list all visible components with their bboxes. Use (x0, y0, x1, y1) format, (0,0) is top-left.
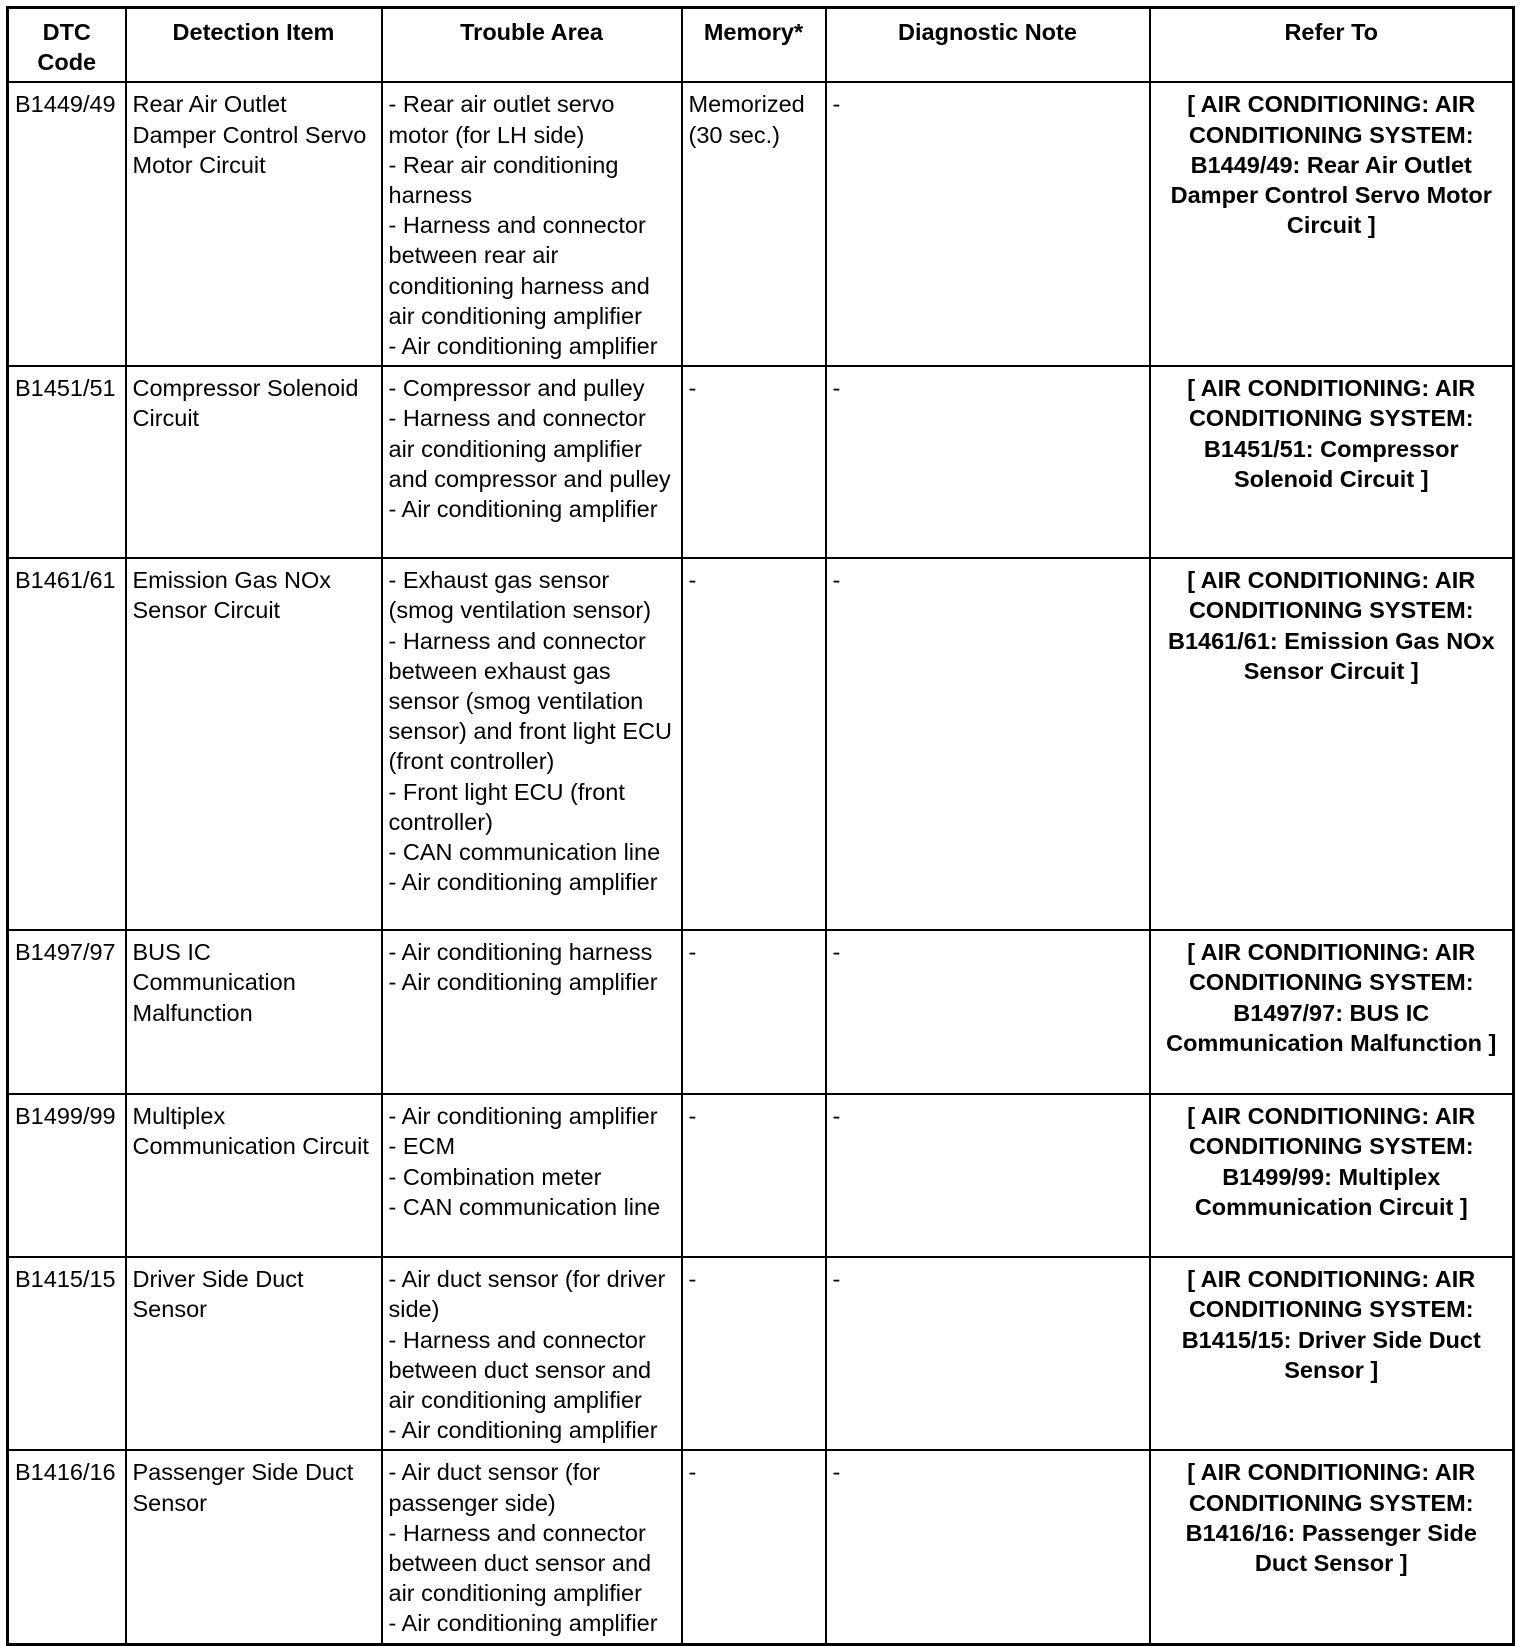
refer-to-cell: [ AIR CONDITIONING: AIR CONDITIONING SYSTEM: B1461/61: Emission Gas NOx Sensor Circuit ] (1150, 558, 1514, 930)
trouble-area-line: - Air conditioning amplifier (388, 1103, 658, 1130)
table-row (8, 366, 1514, 558)
trouble-area-line: - Exhaust gas sensor (smog ventilation sensor) (388, 567, 652, 624)
trouble-area-line: - Rear air outlet servo motor (for LH side) (388, 91, 615, 148)
detection-item-cell: Driver Side Duct Sensor (126, 1257, 382, 1450)
table-row (8, 82, 1514, 366)
dtc-table (6, 6, 1515, 1646)
trouble-area-cell (382, 82, 682, 366)
trouble-area-line: - Air conditioning amplifier (388, 1610, 658, 1637)
trouble-area-line: - Rear air conditioning harness (388, 151, 619, 209)
table-row (8, 930, 1514, 1094)
header-refer-to: Refer To (1150, 8, 1514, 83)
trouble-area-line: - Air duct sensor (for passenger side) (388, 1459, 601, 1516)
trouble-area-cell (382, 558, 682, 930)
trouble-area-line: - Harness and connector between exhaust gas sensor (smog ventilation sensor) and front light ECU (front controller) (388, 627, 672, 775)
trouble-area-cell (382, 1450, 682, 1644)
trouble-area-line: - Harness and connector between duct sensor and air conditioning amplifier (388, 1326, 652, 1414)
table-row (8, 1450, 1514, 1644)
detection-item-cell: Passenger Side Duct Sensor (126, 1450, 382, 1644)
trouble-area-cell (382, 1257, 682, 1450)
memory-cell: - (682, 930, 826, 1094)
dtc-code-cell: B1449/49 (8, 82, 126, 366)
detection-item-cell: Rear Air Outlet Damper Control Servo Motor Circuit (126, 82, 382, 366)
trouble-area-line: - CAN communication line (388, 1193, 661, 1220)
detection-item-cell: Multiplex Communication Circuit (126, 1094, 382, 1257)
trouble-area-line: - Front light ECU (front controller) (388, 778, 625, 835)
table-row (8, 1257, 1514, 1450)
refer-to-cell: [ AIR CONDITIONING: AIR CONDITIONING SYSTEM: B1499/99: Multiplex Communication Circuit ] (1150, 1094, 1514, 1257)
trouble-area-line: - CAN communication line (388, 839, 661, 866)
table-row (8, 558, 1514, 930)
diagnostic-note-cell: - (826, 930, 1150, 1094)
detection-item-cell: Emission Gas NOx Sensor Circuit (126, 558, 382, 930)
header-trouble-area: Trouble Area (382, 8, 682, 83)
trouble-area-line: - Air conditioning amplifier (388, 869, 658, 896)
diagnostic-note-cell: - (826, 1094, 1150, 1257)
memory-cell: - (682, 1450, 826, 1644)
trouble-area-cell (382, 930, 682, 1094)
diagnostic-note-cell: - (826, 558, 1150, 930)
detection-item-cell: BUS IC Communication Malfunction (126, 930, 382, 1094)
diagnostic-note-cell: - (826, 1450, 1150, 1644)
memory-cell: - (682, 558, 826, 930)
dtc-code-cell: B1416/16 (8, 1450, 126, 1644)
trouble-area-line: - Harness and connector between rear air conditioning harness and air conditioning amplifier (388, 212, 650, 329)
trouble-area-cell (382, 1094, 682, 1257)
refer-to-cell: [ AIR CONDITIONING: AIR CONDITIONING SYSTEM: B1497/97: BUS IC Communication Malfunction ] (1150, 930, 1514, 1094)
table-row (8, 1094, 1514, 1257)
dtc-code-cell: B1451/51 (8, 366, 126, 558)
memory-cell: - (682, 366, 826, 558)
trouble-area-line: - Combination meter (388, 1163, 602, 1190)
trouble-area-line: - Harness and connector between duct sensor and air conditioning amplifier (388, 1519, 652, 1607)
memory-cell: Memorized (30 sec.) (682, 82, 826, 366)
refer-to-cell: [ AIR CONDITIONING: AIR CONDITIONING SYSTEM: B1449/49: Rear Air Outlet Damper Control Servo Motor Circuit ] (1150, 82, 1514, 366)
refer-to-cell: [ AIR CONDITIONING: AIR CONDITIONING SYSTEM: B1415/15: Driver Side Duct Sensor ] (1150, 1257, 1514, 1450)
trouble-area-line: - Compressor and pulley (388, 375, 645, 402)
detection-item-cell: Compressor Solenoid Circuit (126, 366, 382, 558)
trouble-area-line: - Air conditioning amplifier (388, 969, 658, 996)
trouble-area-line: - ECM (388, 1133, 456, 1160)
trouble-area-line: - Harness and connector air conditioning amplifier and compressor and pulley (388, 405, 671, 492)
dtc-code-cell: B1415/15 (8, 1257, 126, 1450)
dtc-code-cell: B1499/99 (8, 1094, 126, 1257)
dtc-code-cell: B1497/97 (8, 930, 126, 1094)
trouble-area-line: - Air duct sensor (for driver side) (388, 1266, 666, 1323)
memory-cell: - (682, 1094, 826, 1257)
trouble-area-line: - Air conditioning harness (388, 939, 653, 966)
memory-cell: - (682, 1257, 826, 1450)
diagnostic-note-cell: - (826, 82, 1150, 366)
dtc-code-cell: B1461/61 (8, 558, 126, 930)
header-dtc-code: DTC Code (8, 8, 126, 83)
table-header-row (8, 8, 1514, 83)
header-diagnostic-note: Diagnostic Note (826, 8, 1150, 83)
trouble-area-line: - Air conditioning amplifier (388, 496, 658, 523)
trouble-area-cell (382, 366, 682, 558)
refer-to-cell: [ AIR CONDITIONING: AIR CONDITIONING SYSTEM: B1451/51: Compressor Solenoid Circuit ] (1150, 366, 1514, 558)
trouble-area-line: - Air conditioning amplifier (388, 1417, 658, 1444)
diagnostic-note-cell: - (826, 366, 1150, 558)
header-detection-item: Detection Item (126, 8, 382, 83)
refer-to-cell: [ AIR CONDITIONING: AIR CONDITIONING SYSTEM: B1416/16: Passenger Side Duct Sensor ] (1150, 1450, 1514, 1644)
diagnostic-note-cell: - (826, 1257, 1150, 1450)
trouble-area-line: - Air conditioning amplifier (388, 333, 658, 360)
header-memory: Memory* (682, 8, 826, 83)
